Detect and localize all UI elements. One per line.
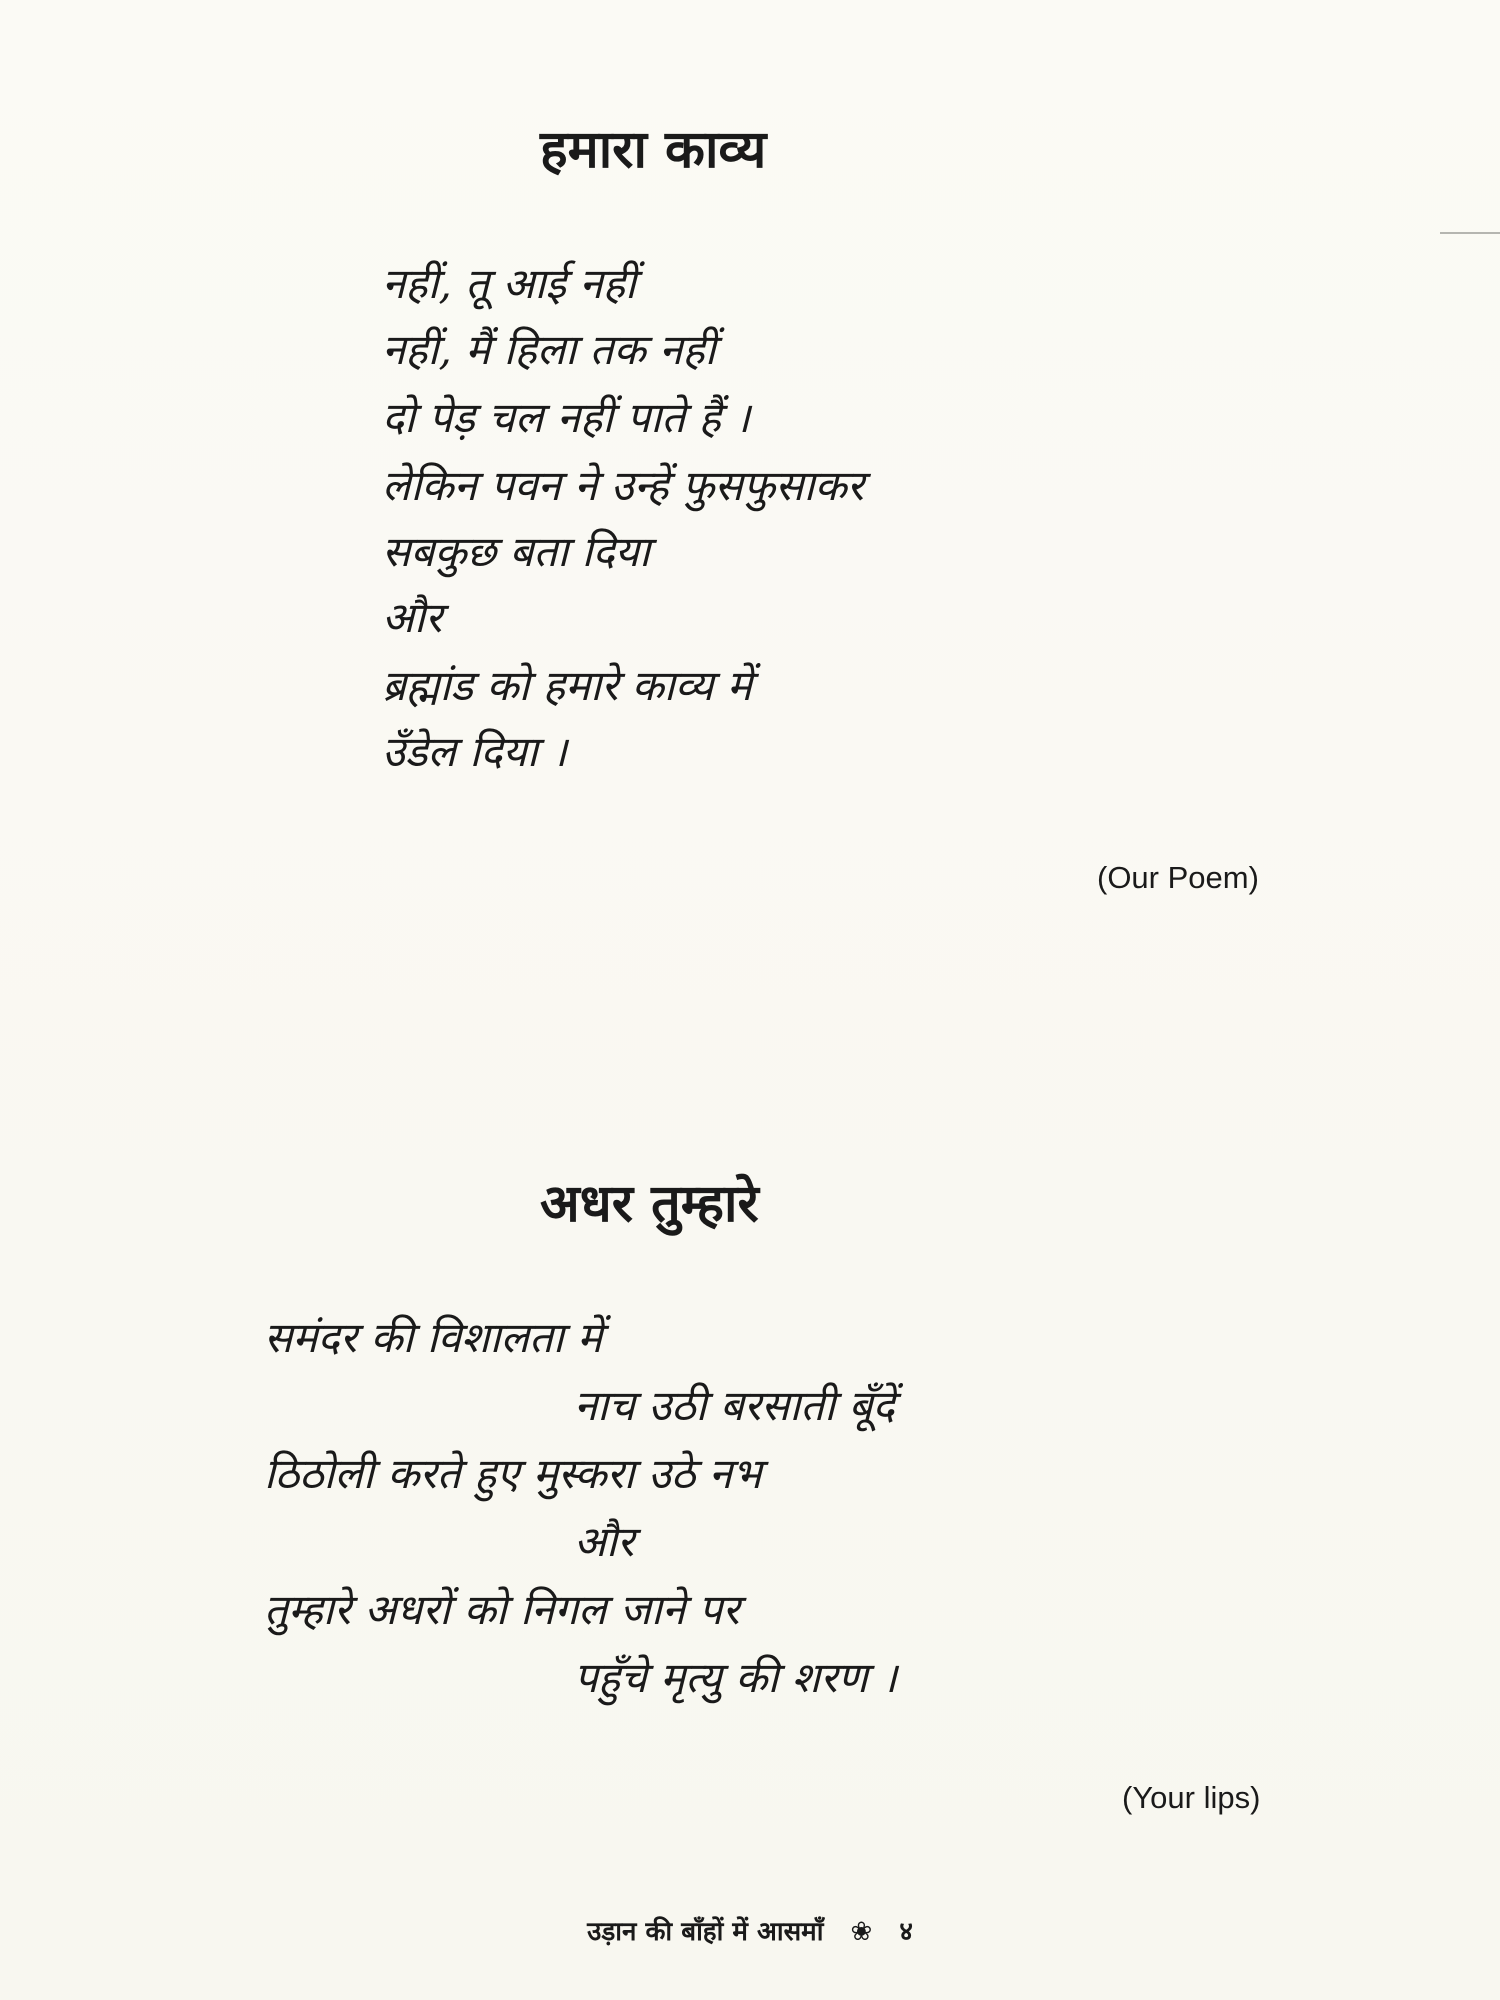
poem-line: ठिठोली करते हुए मुस्करा उठे नभ [264, 1449, 762, 1498]
scan-edge-mark [1440, 232, 1500, 234]
poem-line: नहीं, तू आई नहीं [382, 259, 636, 308]
poem-title-our-poem: हमारा काव्य [540, 119, 767, 180]
poem-line: और [574, 1517, 635, 1566]
poem-title-your-lips: अधर तुम्हारे [540, 1173, 759, 1234]
page-number: ४ [899, 1917, 913, 1947]
poem-line: नहीं, मैं हिला तक नहीं [382, 325, 716, 374]
poem-line: पहुँचे मृत्यु की शरण । [574, 1653, 898, 1702]
poem-line: दो पेड़ चल नहीं पाते हैं । [382, 393, 751, 442]
poem-line: और [382, 593, 443, 642]
poem-line: समंदर की विशालता में [264, 1313, 603, 1362]
poem-english-title: (Our Poem) [1097, 860, 1259, 895]
book-title: उड़ान की बाँहों में आसमाँ [587, 1917, 824, 1947]
poem-line: उँडेल दिया । [382, 727, 567, 776]
poem-line: लेकिन पवन ने उन्हें फुसफुसाकर [382, 461, 864, 510]
flower-ornament-icon: ❀ [850, 1917, 873, 1947]
page-footer [0, 1912, 1500, 1948]
poem-line: ब्रह्मांड को हमारे काव्य में [382, 661, 752, 710]
poem-english-title: (Your lips) [1122, 1780, 1261, 1815]
poem-line: तुम्हारे अधरों को निगल जाने पर [264, 1585, 740, 1634]
poem-line: सबकुछ बता दिया [382, 527, 650, 576]
poem-line: नाच उठी बरसाती बूँदें [574, 1381, 895, 1430]
